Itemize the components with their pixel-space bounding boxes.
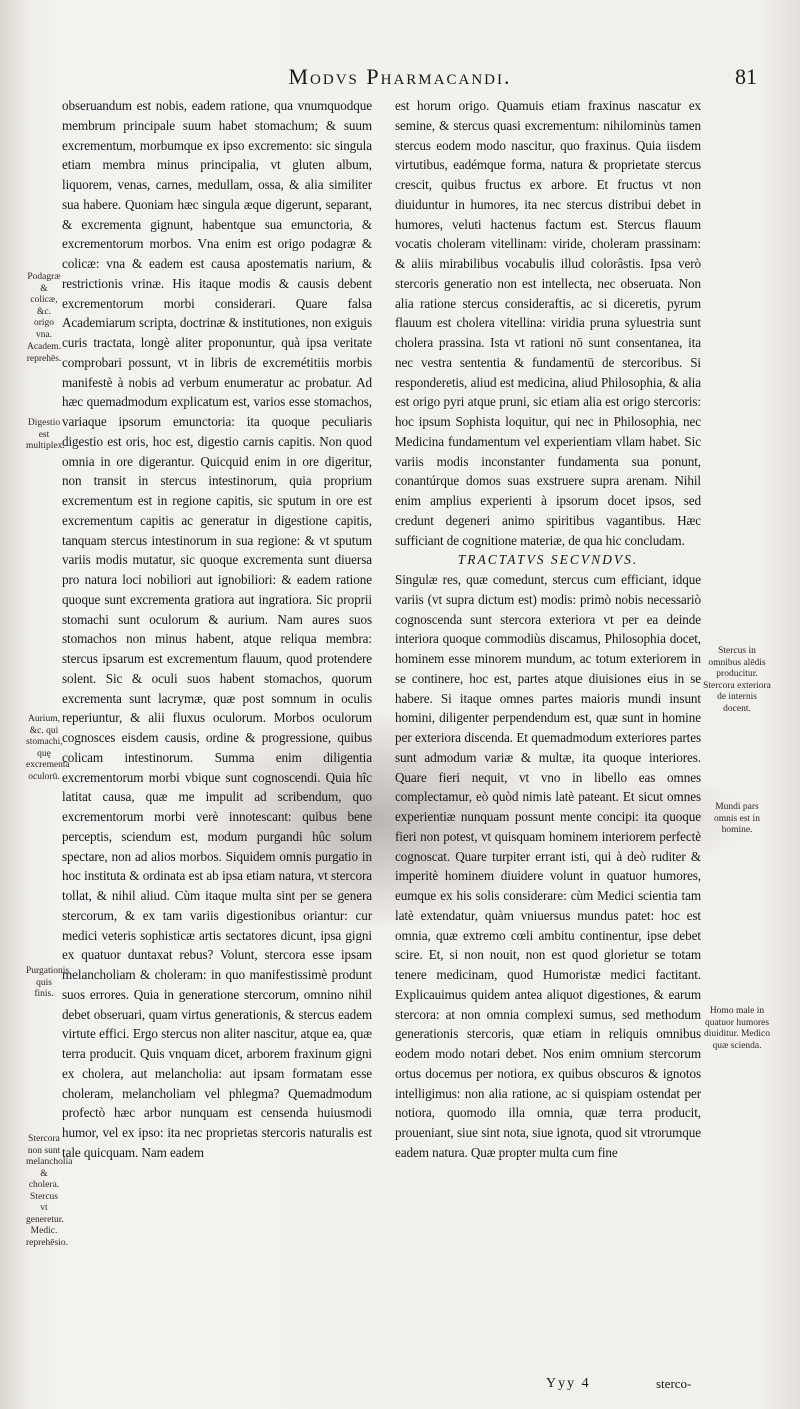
margin-note-podagrae: Podagræ & colicæ, &c. origo vna. bbox=[27, 272, 61, 340]
catchword: sterco- bbox=[656, 1376, 692, 1391]
right-text-column bbox=[395, 96, 701, 1163]
left-column-text: obseruandum est nobis, eadem ratione, qua vnumquodque membrum principale suum habet stomachum; & suum excrementum, morbumque ex ipso excremento: sic singula etiam membra minus principalia, vt gluten album, liquorem, venas, carnes, medullam, ossa, & alia similiter sua habere. Quoniam hæc singula æque digerunt, separant, & excrementa gignunt, habentque sua emunctoria, & excrementorum morbos. Vna enim est origo podagræ & colicæ: vna & eadem est causa apostematis narium, & restrictionis vrinæ. His itaque modis & causis debent excrementorum morbi considerari. Quare falsa Academiarum scripta, doctrinæ & institutiones, non exiguis curis tractata, longè aliter proponuntur, quà ipsa veritate comprobari possunt, vt in libris de excremétitiis morbis manifestè à nobis ad verbum enumeratur ac probatur. Ad hæc quemadmodum explicatum est, varios esse stomachos, variaque ipsorum emunctoria: ita quoque peculiaris digestio est oris, hoc est, digestio carnis capitis. Non quod omnia in ore digerantur. Quicquid enim in ore digeritur, non transit in stercus intestinorum, quia proprium excrementum est in regione capitis, sic sputum in ore est excrementum capitis ac generatur in digestione capitis, tanquam stercus intestinorum in sua regione: & vt sputum variis modis mutatur, sic quoque excrementa sunt diuersa pro natura loci nobiliori aut ignobiliori: & eadem ratione quoque sunt excrementa gratiora aut ingratiora. Sic proprii stomachi sunt oculorum & aurium. Nam aures suos stomachos non minus habent, atque reliqua membra: stercus ipsarum est excrementum flauum, quod protendere solent. Sic & oculi suos habent stomachos, quorum excrementa sunt lacrymæ, quæ post somnum in oculis reperiuntur, & alii fluxus oculorum. Morbos oculorum cognosces eisdem causis, ordine & progressione, quibus colicam intestinorum. Summa enim diligentia excrementorum morbi vbique sunt cognoscendi. Quia hîc latitat causa, quæ me impulit ad scribendum, quo excrementorum morbi verè innotescant: quibus bene perceptis, sciendum est, modum purgandi hûc solum spectare, non ad alios morbos. Siquidem omnis purgatio in hoc instituta & ordinata est ab ipsa etiam natura, vt stercora tollat, & nihil aliud. Cùm itaque multa sint per se genera stercorum, & ex tam variis digestionibus oriantur: cur medici veteris sophisticæ artis sectatores dicunt, ipsa gigni ex quatuor duntaxat rebus? Volunt, stercora esse ipsam melancholiam & choleram: in quo manifestissimè produnt suos errores. Quia in generatione stercorum, omnino nihil debet obseruari, quam virtus generationis, & stercus eadem virtute effici. Ergo stercus non aliter nascitur, atque ea, quæ terra producit. Quis vnquam dicet, arborem fraxinum gigni ex cholera, aut melancholia: aut ipsam formatam esse choleram, melancholiam vel phlegma? Quemadmodum profectò hæc arbor nunquam est censenda huiusmodi humor, vel ex ipso: ita nec proprietas stercoris naturalis est tale quicquam. Nam eadem bbox=[62, 98, 372, 1160]
running-title: Modvs Pharmacandi. bbox=[288, 64, 512, 89]
margin-note-homo-male: Homo male in quatuor humores diuiditur. Medico quæ scienda. bbox=[704, 1006, 770, 1051]
margin-note-stercora-non: Stercora non sunt melancholia & cholera. Stercus vt generetur. Medic. reprehēsio. bbox=[26, 1134, 73, 1248]
margin-note-academ: Academ. reprehēs. bbox=[26, 342, 62, 364]
right-column-text-before-heading: est horum origo. Quamuis etiam fraxinus nascatur ex semine, & stercus quasi excrementum: nihilominùs tamen stercus eodem modo nascitur, quo fraxinus. Quia iisdem virtutibus, eadémque forma, natura & proprietate stercus crescit, quibus fructus ex arbore. Et fructus vt non diuiduntur in humores, ita nec stercus distribui debet in humores, veluti hactenus factum est. Stercus flauum vocatis choleram vitellinam: viride, choleram prassinam: & aliis mirabilibus vocabulis illud colorâstis. Ipsa verò stercoris generatio non est intellecta, nec obseruata. Non alia ratione stercus consideraftis, ac si diceretis, pyrum flauum est cholera vitellina: viridia pruna syluestria sunt cholera prassina. Ista vt rationi nō sunt consentanea, ita nec vestra sententia & fundamentū de stercoribus. Si responderetis, aliud est medicina, aliud Philosophia, & alia est origo pyri atque pruni, sic etiam alia est origo stercoris: hoc ipsum Sophista loquitur, qui nec in Philosophia, nec Medicina fundamentum vel experientiam vllam habet. Sic variis modis inconstanter fundamenta sua ponunt, conantúrque domos suas exstruere supra arenam. Nihil enim amplius experienti à ipsorum docet ipsos, sed credunt degeneri animo spiritibus vagantibus. Hæc sufficiant de cognitione materiæ, de qua hic concludam. bbox=[395, 98, 701, 548]
margin-note-purgationis: Purgationis quis finis. bbox=[26, 966, 70, 999]
margin-note-aurium: Aurium, &c. qui stomachi, quę excrementa oculorū. bbox=[26, 714, 70, 782]
signature-mark: Yyy 4 bbox=[546, 1376, 591, 1391]
margin-note-digestio: Digestio est multiplex. bbox=[26, 418, 65, 451]
margin-note-stercus-omnibus: Stercus in omnibus alēdis producitur. Stercora exteriora de internis docent. bbox=[703, 646, 771, 714]
margin-note-mundi-pars: Mundi pars omnis est in homine. bbox=[714, 802, 760, 835]
left-text-column bbox=[62, 96, 372, 1163]
right-column-text-after-heading: Singulæ res, quæ comedunt, stercus cum efficiant, idque variis (vt supra dictum est) modis: primò nobis necessariò cognoscenda sunt stercora exteriora vt per ea deinde interiora quoque commodiùs discamus, Philosophia docet, hominem esse minorem mundum, ac totum exteriorem in se continere, hoc est, partes atque diuisiones eius in se habere. Si itaque omnes partes maioris mundi insunt homini, diligenter perpendendum est, quæ sunt in homine per exteriora discenda. Et quemadmodum exteriores partes sunt admodum variæ & multæ, ita quoque interiores. Quare fieri nequit, vt vno in libello eas omnes complectamur, eò quòd nimis latè pateant. Et sicut omnes experientiæ nunquam possunt mente concipi: ita quoque fieri non potest, vt quisquam hominem interiorem perfectè cognoscat. Quare turpiter errant isti, qui à deò ruditer & imperitè hominem diuidere volunt in quatuor humores, eumque ex his solis considerare: cùm Medici scientia tam latè extendatur, quàm vniuersus mundus patet: hoc est omnia, quæ extremo cœli ambitu continentur, ipse debet scire. Et, si non nouit, non est quod glorietur se totam tenere medicinam, quod Humoristæ medici factitant. Explicauimus quidem antea aliquot digestiones, & earum stercora: at non omnia complexi sumus, sed methodum generationis stercoris, quæ etiam in reliquis omnibus eodem modo notari debet. Nos enim omnium stercorum ortus docemus per notiora, ex quibus obscuros & ignotos intelligimus: non alia ratione, ac si quispiam ostendat per notiora, quomodo illa omnia, quæ terra producit, proueniant, siue sint nota, siue ignota, quod sit vtrorumque eadem natura. Quæ propter multa cum fine bbox=[395, 572, 701, 1160]
page-number: 81 bbox=[735, 64, 757, 89]
page-header bbox=[0, 64, 800, 94]
tractatus-heading: TRACTATVS SECVNDVS. bbox=[457, 552, 639, 568]
